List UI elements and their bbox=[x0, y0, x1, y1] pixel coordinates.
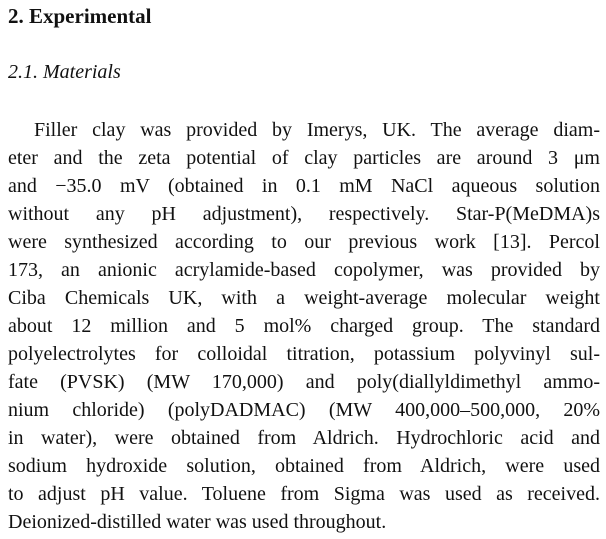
paragraph-line: Deionized-distilled water was used throughout. bbox=[8, 511, 387, 533]
paragraph-line: and −35.0 mV (obtained in 0.1 mM NaCl aqueous solution bbox=[8, 175, 600, 197]
paragraph-line: fate (PVSK) (MW 170,000) and poly(diallyldimethyl ammo- bbox=[8, 371, 600, 393]
paragraph-line: Filler clay was provided by Imerys, UK. The average diam- bbox=[34, 119, 600, 141]
paragraph-line: Ciba Chemicals UK, with a weight-average molecular weight bbox=[8, 287, 600, 309]
paragraph-line: nium chloride) (polyDADMAC) (MW 400,000–500,000, 20% bbox=[8, 399, 600, 421]
paragraph-line: to adjust pH value. Toluene from Sigma was used as received. bbox=[8, 483, 600, 505]
paragraph-line: in water), were obtained from Aldrich. Hydrochloric acid and bbox=[8, 427, 600, 449]
subsection-heading: 2.1. Materials bbox=[8, 61, 121, 83]
paragraph-line: were synthesized according to our previous work [13]. Percol bbox=[8, 231, 600, 253]
paragraph-line: eter and the zeta potential of clay particles are around 3 μm bbox=[8, 147, 600, 169]
paragraph-line: about 12 million and 5 mol% charged group. The standard bbox=[8, 315, 600, 337]
section-heading: 2. Experimental bbox=[8, 4, 152, 28]
paragraph-line: sodium hydroxide solution, obtained from Aldrich, were used bbox=[8, 455, 600, 477]
paragraph-line: without any pH adjustment), respectively. Star-P(MeDMA)s bbox=[8, 203, 600, 225]
paragraph-line: polyelectrolytes for colloidal titration, potassium polyvinyl sul- bbox=[8, 343, 600, 365]
materials-paragraph bbox=[8, 116, 600, 536]
paragraph-line: 173, an anionic acrylamide-based copolymer, was provided by bbox=[8, 259, 600, 281]
